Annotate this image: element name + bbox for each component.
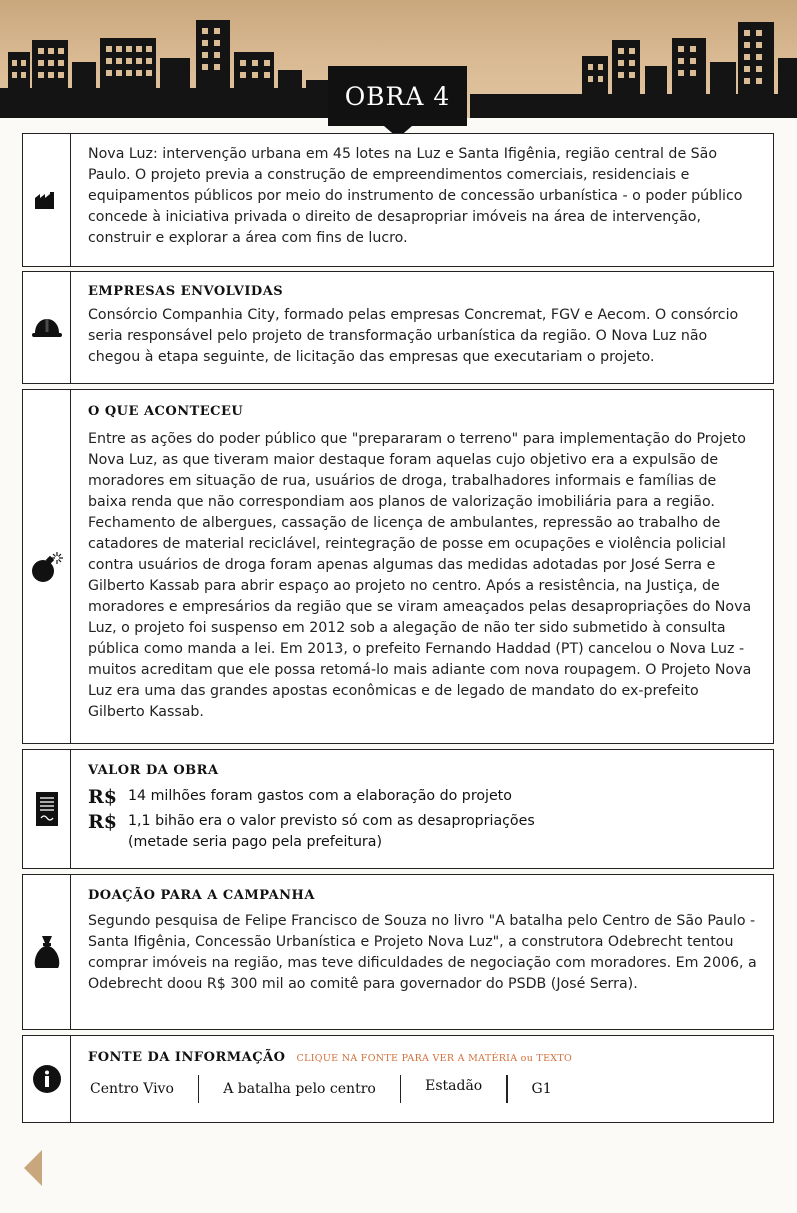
valor-item-1 — [88, 786, 759, 808]
valor-item-2-note: (metade seria pago pela prefeitura) — [128, 834, 382, 850]
aconteceu-heading: O QUE ACONTECEU — [88, 404, 244, 419]
divider — [198, 1075, 199, 1103]
money-bag-icon — [33, 934, 61, 970]
valor-item-2-text: 1,1 bihão era o valor previsto só com as desapropriações — [128, 813, 535, 829]
factory-icon — [34, 190, 60, 210]
fonte-heading — [88, 1050, 759, 1065]
valor-item-1-text: 14 milhões foram gastos com a elaboração do projeto — [128, 788, 512, 804]
empresas-card — [22, 271, 774, 384]
bomb-icon — [30, 550, 64, 584]
intro-card — [22, 133, 774, 267]
back-arrow-icon[interactable] — [24, 1150, 42, 1186]
source-link-batalha[interactable]: A batalha pelo centro — [223, 1081, 376, 1097]
empresas-text: Consórcio Companhia City, formado pelas empresas Concremat, FGV e Aecom. O consórcio seria responsável pelo projeto de transformação urbanística da região. O Nova Luz não chegou à etapa seguinte, de licitação das empresas que executariam o projeto. — [88, 307, 739, 365]
divider — [506, 1075, 507, 1103]
valor-heading: VALOR DA OBRA — [88, 763, 219, 778]
source-link-centro-vivo[interactable]: Centro Vivo — [90, 1081, 174, 1097]
hard-hat-icon — [31, 316, 63, 340]
fonte-hint: CLIQUE NA FONTE PARA VER A MATÉRIA ou TEXTO — [296, 1053, 573, 1064]
doacao-heading: DOAÇÃO PARA A CAMPANHA — [88, 888, 315, 903]
fonte-heading-text: FONTE DA INFORMAÇÃO — [88, 1050, 286, 1065]
intro-text: Nova Luz: intervenção urbana em 45 lotes na Luz e Santa Ifigênia, região central de São Paulo. O projeto previa a construção de empreendimentos comerciais, residenciais e equipamentos públicos por meio do instrumento de concessão urbanística - o poder público concede à iniciativa privada o direito de desapropriar imóveis na área de intervenção, construir e explorar a área com fins de lucro. — [88, 146, 743, 246]
doacao-card — [22, 874, 774, 1030]
valor-card — [22, 749, 774, 869]
currency-symbol: R$ — [88, 786, 118, 808]
doacao-text: Segundo pesquisa de Felipe Francisco de Souza no livro "A batalha pelo Centro de São Paulo - Santa Ifigênia, Concessão Urbanística e Projeto Nova Luz", a construtora Odebrecht tentou comprar imóveis na região, mas teve dificuldades de negociação com moradores. Em 2006, a Odebrecht doou R$ 300 mil ao comitê para governador do PSDB (José Serra). — [88, 913, 757, 992]
receipt-icon — [36, 792, 58, 826]
fonte-card — [22, 1035, 774, 1123]
source-link-estadao[interactable]: Estadão — [425, 1078, 483, 1094]
sources-list — [88, 1075, 759, 1103]
info-icon — [32, 1064, 62, 1094]
source-link-g1[interactable]: G1 — [531, 1081, 552, 1097]
empresas-heading: EMPRESAS ENVOLVIDAS — [88, 284, 284, 299]
page-title: OBRA 4 — [328, 66, 467, 126]
valor-item-2 — [88, 811, 759, 853]
divider — [400, 1075, 401, 1103]
aconteceu-card — [22, 389, 774, 744]
aconteceu-text: Entre as ações do poder público que "prepararam o terreno" para implementação do Projeto Nova Luz, as que tiveram maior destaque foram aquelas cujo objetivo era a expulsão de moradores em situação de rua, usuários de droga, trabalhadores informais e famílias de baixa renda que não correspondiam aos planos de valorização imobiliária para a região. Fechamento de albergues, cassação de licença de ambulantes, repressão ao trabalho de catadores de material reciclável, reintegração de posse em ocupações e violência policial contra usuários de droga foram apenas algumas das medidas adotadas por José Serra e Gilberto Kassab para abrir espaço ao projeto no centro. Após a resistência, na Justiça, de moradores e empresários da região que se viram ameaçados pelas desapropriações do Nova Luz, o projeto foi suspenso em 2012 sob a alegação de não ter sido submetido à consulta pública como manda a lei. Em 2013, o prefeito Fernando Haddad (PT) cancelou o Nova Luz - muitos acreditam que ele possa retomá-lo mais adiante com nova roupagem. O Projeto Nova Luz era uma das grandes apostas econômicas e de legado de mandato do ex-prefeito Gilberto Kassab. — [88, 431, 752, 720]
currency-symbol: R$ — [88, 811, 118, 833]
